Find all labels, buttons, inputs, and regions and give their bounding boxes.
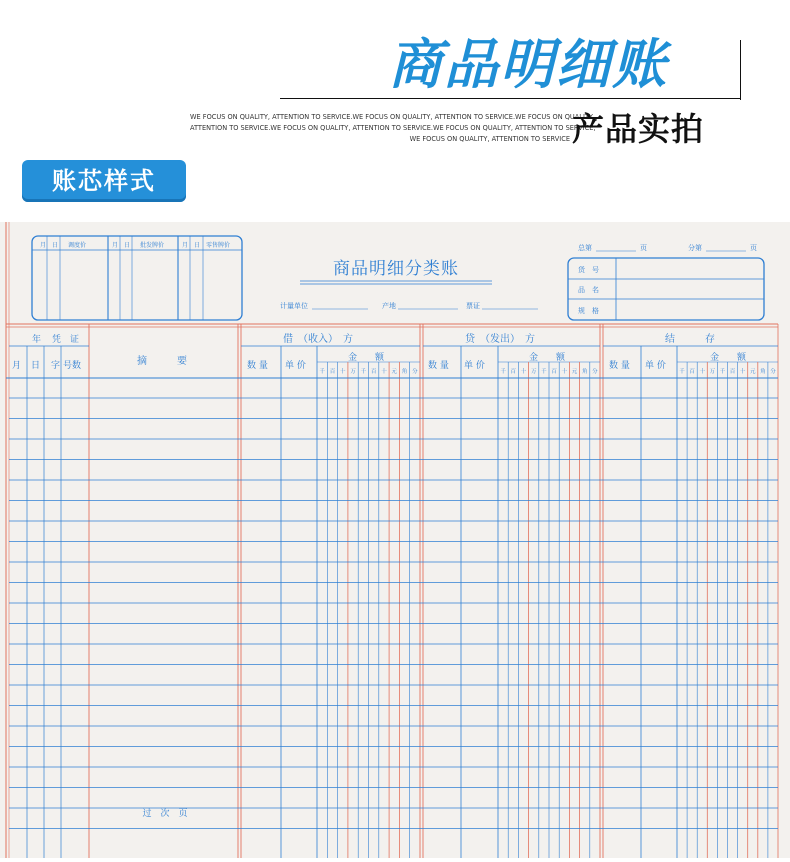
box-header: 月 — [40, 242, 47, 249]
goods-info-box — [568, 258, 764, 320]
header-divider — [280, 98, 740, 99]
summary-header: 摘 要 — [137, 356, 187, 367]
page-title: 商品明细账 — [388, 33, 668, 96]
digit-label: 角 — [401, 369, 408, 375]
ticket-label: 票证 — [466, 302, 480, 310]
box-header: 月 — [182, 242, 189, 249]
digit-label: 千 — [319, 369, 325, 375]
digit-label: 分 — [412, 369, 418, 375]
digit-label: 千 — [500, 369, 506, 375]
credit-qty-header: 数 量 — [428, 361, 449, 371]
box-header: 调度价 — [68, 242, 87, 249]
digit-label: 分 — [592, 369, 598, 375]
voucher-header: 凭 证 — [52, 335, 80, 345]
balance-qty-header: 数 量 — [609, 361, 630, 371]
box-header: 日 — [124, 242, 131, 249]
digit-label: 百 — [689, 369, 695, 375]
balance-header: 结 存 — [665, 334, 715, 345]
page-suffix: 页 — [640, 244, 647, 252]
total-page-label: 总第 — [578, 244, 592, 252]
slogan-block — [190, 112, 596, 145]
digit-label: 元 — [749, 369, 756, 375]
digit-label: 元 — [571, 369, 578, 375]
digit-label: 百 — [329, 369, 336, 375]
page-subtitle: 产品实拍 — [572, 110, 705, 148]
goods-spec-label: 规 格 — [578, 307, 599, 315]
box-header: 日 — [52, 242, 59, 249]
price-change-box — [32, 236, 242, 320]
carry-forward-label: 过 次 页 — [142, 809, 188, 819]
year-header: 年 — [32, 335, 42, 345]
digit-label: 万 — [530, 369, 537, 375]
zi-header: 字 — [51, 361, 61, 371]
ledger-title: 商品明细分类账 — [333, 259, 459, 279]
header-vertical-rule — [740, 40, 741, 100]
digit-label: 千 — [719, 369, 726, 375]
section-badge: 账芯样式 — [22, 160, 186, 202]
digit-label: 万 — [350, 369, 356, 375]
ledger-drawing — [0, 222, 790, 858]
slogan-line: WE FOCUS ON QUALITY, ATTENTION TO SERVICE — [409, 135, 570, 143]
day-header: 日 — [31, 361, 41, 371]
digit-label: 角 — [581, 369, 588, 375]
goods-name-label: 品 名 — [578, 286, 599, 294]
digit-label: 百 — [370, 369, 377, 375]
digit-label: 十 — [699, 369, 706, 375]
sub-page-label: 分第 — [688, 244, 702, 252]
digit-label: 千 — [679, 369, 685, 375]
column-headers — [12, 332, 776, 375]
number-header: 号数 — [63, 361, 82, 371]
unit-label: 计量单位 — [280, 302, 308, 310]
debit-qty-header: 数 量 — [247, 361, 268, 371]
slogan-line: WE FOCUS ON QUALITY, ATTENTION TO SERVICE.WE FOCUS ON QUALITY, ATTENTION TO SERVICE.WE FOCUS ON QUALITY, — [190, 113, 596, 121]
digit-label: 十 — [381, 369, 387, 375]
digit-label: 十 — [739, 369, 746, 375]
digit-label: 角 — [760, 369, 766, 375]
digit-label: 分 — [770, 369, 776, 375]
page-suffix: 页 — [750, 244, 757, 252]
debit-price-header: 单 价 — [285, 361, 306, 371]
ledger-sheet — [0, 222, 790, 858]
box-header: 批发牌价 — [140, 242, 165, 249]
digit-label: 百 — [551, 369, 557, 375]
goods-no-label: 货 号 — [578, 266, 599, 274]
digit-label: 千 — [541, 369, 547, 375]
digit-label: 十 — [339, 369, 346, 375]
box-header: 日 — [194, 242, 201, 249]
credit-price-header: 单 价 — [464, 361, 485, 371]
origin-label: 产地 — [382, 302, 396, 310]
digit-label: 千 — [360, 369, 367, 375]
credit-header: 贷 （发出） 方 — [465, 334, 535, 345]
box-header: 零售牌价 — [206, 242, 231, 249]
balance-amount-header: 金 额 — [709, 353, 747, 363]
digit-label: 十 — [561, 369, 568, 375]
digit-label: 元 — [391, 369, 398, 375]
digit-label: 万 — [709, 369, 716, 375]
slogan-line: ATTENTION TO SERVICE.WE FOCUS ON QUALITY, ATTENTION TO SERVICE.WE FOCUS ON QUALITY, ATTENTION TO SERVICE, — [190, 124, 596, 132]
digit-label: 百 — [729, 369, 736, 375]
debit-header: 借 （收入） 方 — [283, 334, 353, 345]
month-header: 月 — [12, 361, 22, 371]
balance-price-header: 单 价 — [645, 361, 666, 371]
digit-label: 十 — [520, 369, 527, 375]
digit-label: 百 — [510, 369, 517, 375]
debit-amount-header: 金 额 — [347, 353, 385, 363]
credit-amount-header: 金 额 — [528, 353, 566, 363]
box-header: 月 — [112, 242, 119, 249]
